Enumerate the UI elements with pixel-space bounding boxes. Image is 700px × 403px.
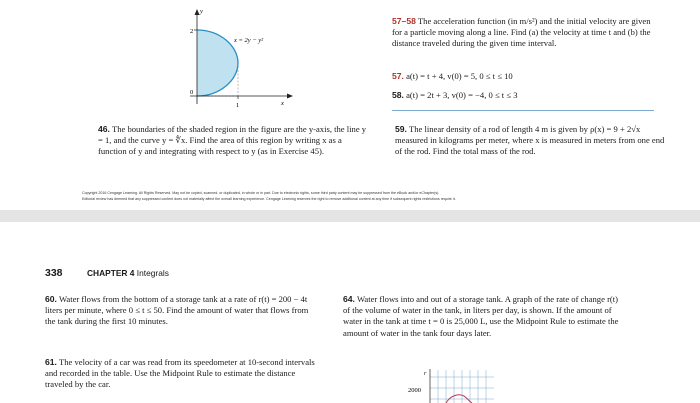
- chapter-label: CHAPTER 4: [86, 268, 135, 278]
- problem-61: [45, 357, 315, 391]
- problem-number: 60.: [45, 294, 57, 304]
- graph-y-label: r: [424, 371, 427, 377]
- problem-58: [392, 90, 654, 101]
- chapter-title: Integrals: [136, 268, 169, 278]
- problem-text: a(t) = 2t + 3, v(0) = −4, 0 ≤ t ≤ 3: [406, 90, 518, 100]
- problem-text: The boundaries of the shaded region in the figure are the y-axis, the line y = 1, and the curve y = ∜x. Find the area of this region by writing x as a function of y and integrating with respect to y (as in Exercise 45).: [98, 124, 367, 156]
- problem-number: 57.: [392, 71, 404, 81]
- problem-text: a(t) = t + 4, v(0) = 5, 0 ≤ t ≤ 10: [406, 71, 513, 81]
- problem-text: The linear density of a rod of length 4 m is given by ρ(x) = 9 + 2√x measured in kilograms per meter, where x is measured in meters from one end of the rod. Find the total mass of the rod.: [395, 124, 665, 156]
- problem-59: [395, 124, 665, 157]
- figure-64-graph: [402, 366, 494, 403]
- problem-number: 46.: [98, 124, 110, 134]
- problem-57: [392, 71, 654, 82]
- problem-46: [98, 124, 368, 157]
- problem-range: 57–58: [392, 16, 416, 26]
- graph-y-tick-2000: 2000: [408, 387, 421, 394]
- problem-57-58-intro: [392, 16, 654, 49]
- copyright-line-2: Editorial review has deemed that any suppressed content does not materially affect the overall learning experience. Cengage Learning reserves the right to remove additional content at any time if subsequent rights restrictions require it.: [82, 197, 456, 201]
- problem-64: [343, 294, 623, 339]
- problem-text: Water flows from the bottom of a storage tank at a rate of r(t) = 200 − 4t liters per minute, where 0 ≤ t ≤ 50. Find the amount of water that flows from the tank during the first 10 minutes.: [45, 294, 309, 327]
- page-header: [45, 263, 169, 281]
- problem-60: [45, 294, 315, 328]
- problem-number: 58.: [392, 90, 404, 100]
- copyright-line-1: Copyright 2016 Cengage Learning. All Rights Reserved. May not be copied, scanned, or duplicated, in whole or in part. Due to electronic rights, some third party content may be suppressed from the eBook and/or eChapter(s).: [82, 191, 440, 195]
- origin-label: 0: [190, 89, 194, 96]
- shaded-region: [197, 30, 238, 96]
- curve-label: x = 2y − y²: [234, 37, 264, 44]
- problem-number: 61.: [45, 357, 57, 367]
- problem-number: 59.: [395, 124, 407, 134]
- x-axis-arrow: [287, 94, 293, 99]
- page-gap: [0, 210, 700, 222]
- y-axis-arrow: [195, 9, 200, 15]
- x-axis-label: x: [281, 100, 284, 107]
- problem-text: Water flows into and out of a storage tank. A graph of the rate of change r(t) of the volume of water in the tank, in liters per day, is shown. If the amount of water in the tank at time t = 0 is 25,000 L, use the Midpoint Rule to estimate the amount of water in the tank four days later.: [343, 294, 619, 338]
- problem-number: 64.: [343, 294, 355, 304]
- graph-grid: [430, 370, 494, 403]
- problem-text: The acceleration function (in m/s²) and the initial velocity are given for a particle moving along a line. Find (a) the velocity at time t and (b) the distance traveled during the given time interval.: [392, 16, 651, 48]
- x-tick-label: 1: [236, 102, 240, 109]
- section-divider: [392, 110, 654, 111]
- y-axis-label: y: [200, 8, 203, 15]
- y-tick-label: 2: [190, 28, 194, 35]
- figure-46: [150, 4, 300, 112]
- chapter-heading: [87, 268, 169, 278]
- page-number: 338: [45, 267, 63, 279]
- problem-text: The velocity of a car was read from its speedometer at 10-second intervals and recorded in the table. Use the Midpoint Rule to estimate the distance traveled by the car.: [45, 357, 315, 390]
